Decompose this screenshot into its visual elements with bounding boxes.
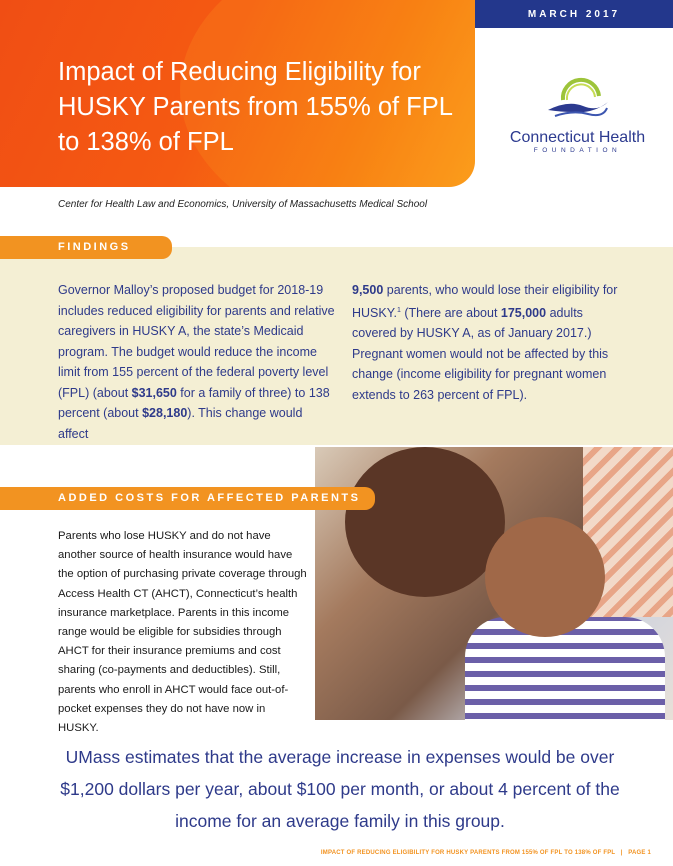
findings-left-column [58, 280, 336, 444]
amount: $31,650 [131, 385, 177, 400]
text: parents, who would lose their eligibility for HUSKY. [352, 283, 618, 320]
count: 175,000 [500, 305, 547, 320]
logo-arc-wave-icon [543, 70, 613, 122]
text: Governor Malloy’s proposed budget for 2018-19 includes reduced eligibility for parents and relative caregivers in HUSKY A, the state’s Medicaid program. The budget would reduce the income limit from 155 percent of the federal poverty level (FPL) (about [58, 283, 335, 400]
footnote-ref[interactable]: 1 [396, 306, 401, 314]
date-bar: MARCH 2017 [475, 0, 673, 28]
page-footer: IMPACT OF REDUCING ELIGIBILITY FOR HUSKY PARENTS FROM 155% OF FPL TO 138% OF FPL | PAGE 1 [320, 850, 651, 856]
logo-sub: FOUNDATION [533, 147, 622, 154]
added-costs-heading: ADDED COSTS FOR AFFECTED PARENTS [0, 487, 375, 510]
findings-heading: FINDINGS [0, 236, 172, 259]
text: for a family of three) to 138 percent (about [58, 385, 330, 420]
title-banner [0, 0, 475, 187]
added-costs-body: Parents who lose HUSKY and do not have another source of health insurance would have the option of purchasing private coverage through Access Health CT (AHCT), Connecticut’s health insurance marketplace. Parents in this income range would be eligible for subsidies through AHCT for their insurance premiums and cost sharing (co-payments and deductibles). Still, parents who enroll in AHCT would face out-of-pocket expenses they do not have now in HUSKY. [58, 530, 307, 735]
text: (There are about [400, 305, 501, 320]
findings-right-column [352, 280, 622, 405]
logo-name: Connecticut Health [509, 129, 646, 146]
source-line: Center for Health Law and Economics, University of Massachusetts Medical School [58, 199, 428, 210]
count: 9,500 [352, 283, 384, 297]
text: adults covered by HUSKY A, as of January 2017.) Pregnant women would not be affected by this change (income eligibility for pregnant women extends to 263 percent of FPL). [352, 305, 609, 402]
foundation-logo [495, 70, 660, 154]
text: ). This change would affect [58, 406, 303, 441]
amount: $28,180 [142, 406, 188, 420]
pull-quote: UMass estimates that the average increase in expenses would be over $1,200 dollars per year, about $100 per month, or about 4 percent of the income for an average family in this group. [60, 747, 620, 831]
page-title: Impact of Reducing Eligibility for HUSKY Parents from 155% of FPL to 138% of FPL [58, 58, 453, 156]
